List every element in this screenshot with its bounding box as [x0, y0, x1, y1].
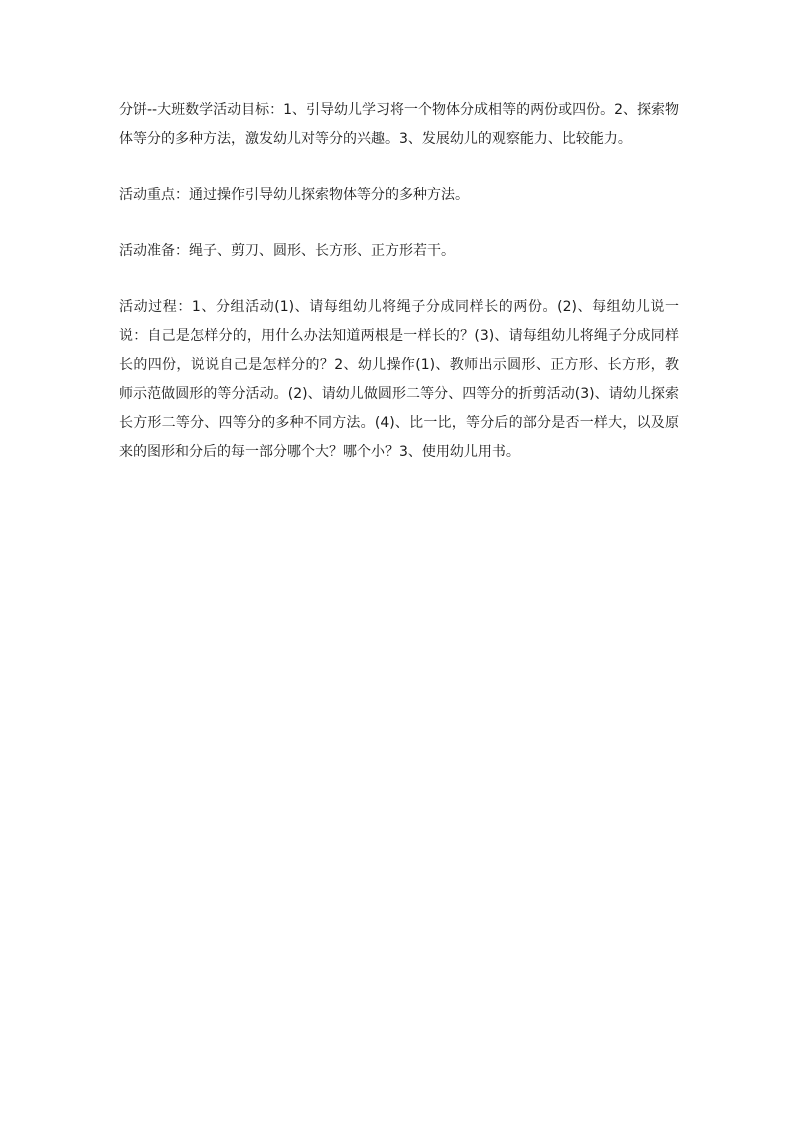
- paragraph-focus: 活动重点：通过操作引导幼儿探索物体等分的多种方法。: [119, 187, 469, 203]
- paragraph-preparation: 活动准备：绳子、剪刀、圆形、长方形、正方形若干。: [119, 243, 455, 259]
- document-body: [119, 96, 679, 467]
- paragraph-process: 活动过程：1、分组活动(1)、请每组幼儿将绳子分成同样长的两份。(2)、每组幼儿说一说：自己是怎样分的，用什么办法知道两根是一样长的？(3)、请每组幼儿将绳子分成同样长的四份，说说自己是怎样分的？2、幼儿操作(1)、教师出示圆形、正方形、长方形，教师示范做圆形的等分活动。(2)、请幼儿做圆形二等分、四等分的折剪活动(3)、请幼儿探索长方形二等分、四等分的多种不同方法。(4)、比一比，等分后的部分是否一样大，以及原来的图形和分后的每一部分哪个大？哪个小？3、使用幼儿用书。: [119, 299, 679, 460]
- paragraph-goals: 分饼--大班数学活动目标：1、引导幼儿学习将一个物体分成相等的两份或四份。2、探索物体等分的多种方法，激发幼儿对等分的兴趣。3、发展幼儿的观察能力、比较能力。: [119, 102, 679, 147]
